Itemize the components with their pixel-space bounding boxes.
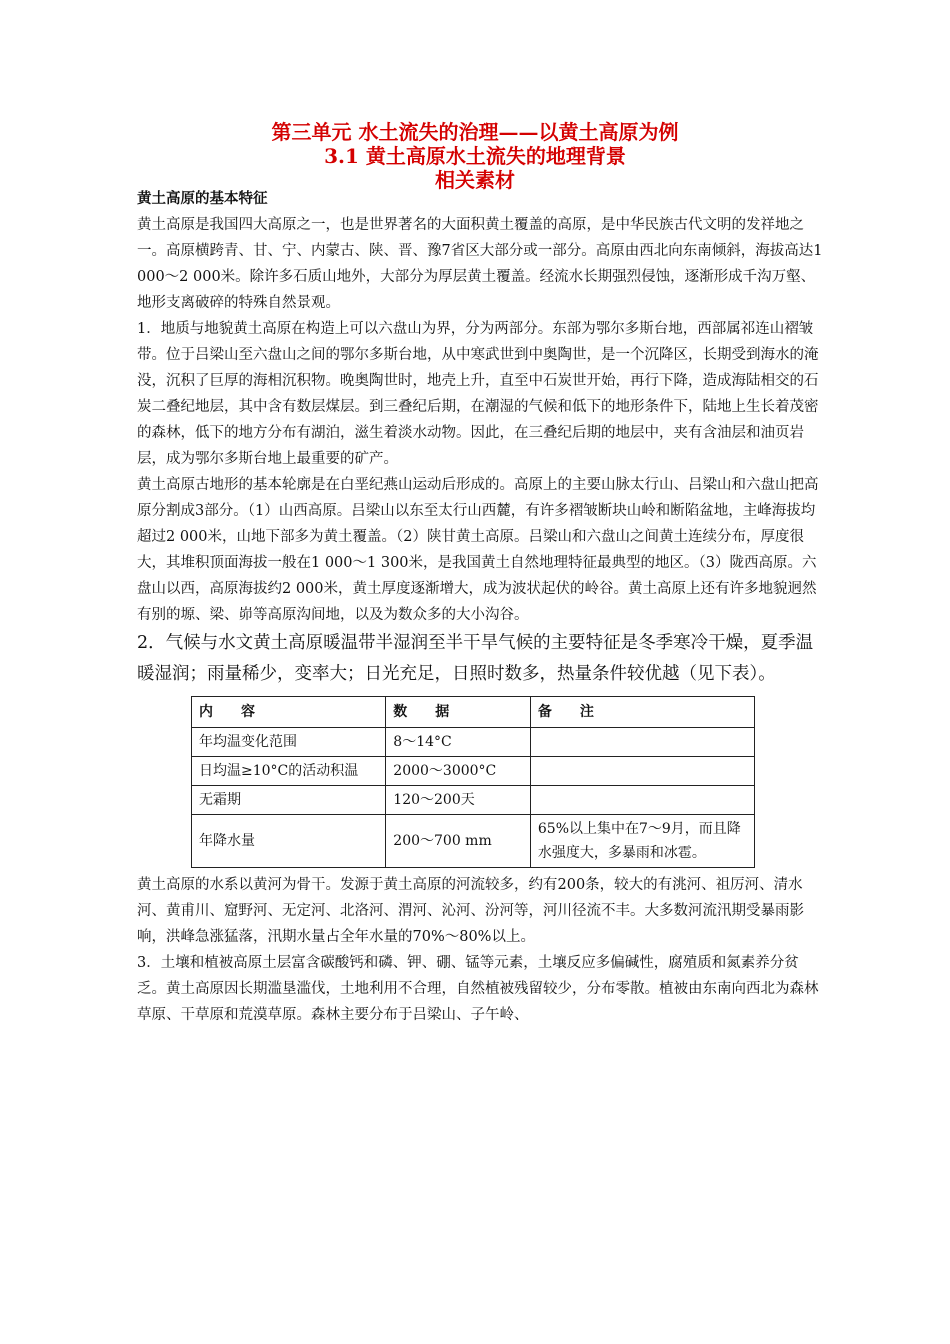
table-row xyxy=(192,786,755,815)
climate-table xyxy=(191,696,755,868)
table-cell: 120～200天 xyxy=(386,786,531,815)
title-block xyxy=(0,120,950,192)
table-cell: 2000～3000°C xyxy=(386,757,531,786)
table-cell: 日均温≥10°C的活动积温 xyxy=(192,757,386,786)
table-header-row xyxy=(192,697,755,728)
basic-features-heading: 黄土高原的基本特征 xyxy=(137,190,268,207)
header-notes: 备 注 xyxy=(530,697,754,728)
climate-paragraph: 2．气候与水文黄土高原暖温带半湿润至半干旱气候的主要特征是冬季寒冷干燥，夏季温暖湿润；雨量稀少，变率大；日光充足，日照时数多，热量条件较优越（见下表）。 xyxy=(137,633,814,684)
table-row xyxy=(192,757,755,786)
table-row xyxy=(192,728,755,757)
table-cell: 年均温变化范围 xyxy=(192,728,386,757)
table-cell: 200～700 mm xyxy=(386,815,531,868)
soil-vegetation-paragraph: 3．土壤和植被高原土层富含碳酸钙和磷、钾、硼、锰等元素，土壤反应多偏碱性，腐殖质和氮素养分贫乏。黄土高原因长期滥垦滥伐，土地利用不合理，自然植被残留较少，分布零散。植被由东南向西北为森林草原、干草原和荒漠草原。森林主要分布于吕梁山、子午岭、 xyxy=(137,955,819,1023)
table-cell: 年降水量 xyxy=(192,815,386,868)
table-row xyxy=(192,815,755,868)
header-content: 内 容 xyxy=(192,697,386,728)
table-cell xyxy=(530,786,754,815)
header-data: 数 据 xyxy=(386,697,531,728)
table-cell: 无霜期 xyxy=(192,786,386,815)
hydrology-paragraph: 黄土高原的水系以黄河为骨干。发源于黄土高原的河流较多，约有200条，较大的有洮河、祖厉河、清水河、黄甫川、窟野河、无定河、北洛河、渭河、沁河、汾河等，河川径流不丰。大多数河流汛期受暴雨影响，洪峰急涨猛落，汛期水量占全年水量的70%～80%以上。 xyxy=(137,877,804,945)
section-title: 3.1 黄土高原水土流失的地理背景 xyxy=(324,144,626,168)
body-content xyxy=(137,186,827,1028)
subtitle: 相关素材 xyxy=(435,168,515,192)
table-cell xyxy=(530,757,754,786)
unit-title: 第三单元 水土流失的治理——以黄土高原为例 xyxy=(271,120,679,144)
table-cell xyxy=(530,728,754,757)
table-cell: 65%以上集中在7～9月，而且降水强度大，多暴雨和冰雹。 xyxy=(530,815,754,868)
landform-paragraph: 黄土高原古地形的基本轮廓是在白垩纪燕山运动后形成的。高原上的主要山脉太行山、吕梁山和六盘山把高原分割成3部分。（1）山西高原。吕梁山以东至太行山西麓，有许多褶皱断块山岭和断陷盆地，主峰海拔均超过2 000米，山地下部多为黄土覆盖。（2）陕甘黄土高原。吕梁山和六盘山之间黄土连续分布，厚度很大，其堆积顶面海拔一般在1 000～1 300米，是我国黄土自然地理特征最典型的地区。（3）陇西高原。六盘山以西，高原海拔约2 000米，黄土厚度逐渐增大，成为波状起伏的岭谷。黄土高原上还有许多地貌迥然有别的塬、梁、峁等高原沟间地，以及为数众多的大小沟谷。 xyxy=(137,477,819,623)
intro-paragraph: 黄土高原是我国四大高原之一，也是世界著名的大面积黄土覆盖的高原，是中华民族古代文明的发祥地之一。高原横跨青、甘、宁、内蒙古、陕、晋、豫7省区大部分或一部分。高原由西北向东南倾斜，海拔高达1 000～2 000米。除许多石质山地外，大部分为厚层黄土覆盖。经流水长期强烈侵蚀，逐渐形成千沟万壑、地形支离破碎的特殊自然景观。 xyxy=(137,217,823,311)
geology-paragraph: 1．地质与地貌黄土高原在构造上可以六盘山为界，分为两部分。东部为鄂尔多斯台地，西部属祁连山褶皱带。位于吕梁山至六盘山之间的鄂尔多斯台地，从中寒武世到中奥陶世，是一个沉降区，长期受到海水的淹没，沉积了巨厚的海相沉积物。晚奥陶世时，地壳上升，直至中石炭世开始，再行下降，造成海陆相交的石炭二叠纪地层，其中含有数层煤层。到三叠纪后期，在潮湿的气候和低下的地形条件下，陆地上生长着茂密的森林，低下的地方分布有湖泊，滋生着淡水动物。因此，在三叠纪后期的地层中，夹有含油层和油页岩层，成为鄂尔多斯台地上最重要的矿产。 xyxy=(137,321,819,467)
table-cell: 8～14°C xyxy=(386,728,531,757)
